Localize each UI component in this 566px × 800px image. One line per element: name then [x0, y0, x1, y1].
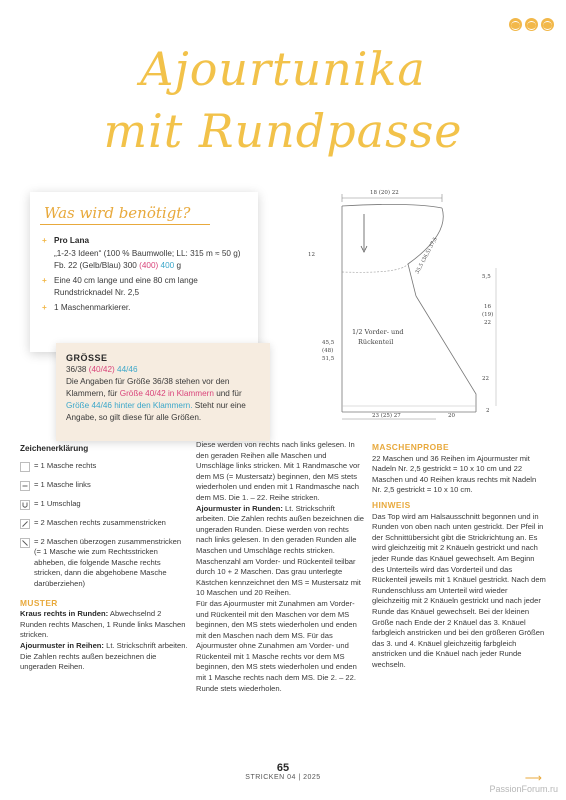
column-left: [20, 440, 188, 673]
size-small: 36/38: [66, 365, 87, 374]
dim-bottom-20: 20: [448, 413, 455, 419]
size-card: [56, 343, 270, 441]
dim-left-45-5: 45,5: [322, 340, 335, 346]
ajour-runden-label: Ajourmuster in Runden:: [196, 503, 283, 513]
muster-kraus: [20, 609, 188, 641]
side-seam: [416, 296, 476, 412]
hinweis-text: Das Top wird am Halsausschnitt begonnen und in Runden von oben nach unten gestrickt. Der Pfeil in der Schnittübersicht gibt die Strickrichtung an. Es wird gleichzeitig mit 2 Knäueln gestrickt und nach jeder Runde das Knäuel gewechselt. Am Beginn des Unterteils wird das Vorderteil und das Rückenteil jeweils mit 1 Knäuel gestrickt. Nach dem Rundenschluss am Unterteil wird wieder gleichzeitig mit 2 Knäueln gestrickt und nach jeder Runde das Knäuel gewechselt. Bei der kleinen Größe nach Ende der 2 Knäuel das 3. Knäuel farbgleich anstricken und bei den größeren Größen das 3. und 4. Knäuel gleichzeitig farbgleich anstricken und die Knäuel nach jeder Runde wechseln.: [372, 511, 546, 669]
muster-ajour-reihen-text: Lt. Strickschrift arbeiten. Die Zahlen rechts außen bezeichnen die ungeraden Reihen.: [20, 640, 188, 672]
k2tog-icon: [20, 519, 30, 529]
size-explanation: [66, 376, 260, 424]
size-text-part: Steht nur eine Angabe, so gilt diese für alle Größen.: [66, 401, 246, 422]
dim-bottom-width: 23 (25) 27: [372, 413, 401, 419]
page-number: 65: [276, 762, 290, 774]
size-text-medium: Größe 40/42 in Klammern: [119, 389, 214, 398]
dim-right-22: 22: [484, 320, 491, 326]
watermark: PassionForum.ru: [489, 784, 558, 794]
legend-item: [20, 537, 188, 590]
piece-label-line-1: 1/2 Vorder- und: [352, 328, 404, 336]
dim-yoke-depth: 12: [308, 252, 315, 258]
ajour-runden-text: Lt. Strickschrift arbeiten. Die Zahlen rechts außen bezeichnen die ungeraden Runden. Diese werden von rechts nach links gelesen. In den geraden Runden alle Maschen und Umschläge rechts stricken. Maschenzahl am Vorder- und Rückenteil teilbar durch 10 + 2 Maschen. Das grau unterlegte Kästchen kennzeichnet den MS = Mustersatz mit 10 Maschen und 20 Reihen.: [196, 503, 365, 598]
yarn-over-icon: [20, 500, 30, 510]
muster-heading: MUSTER: [20, 597, 58, 608]
legend-item: [20, 480, 188, 491]
size-text-part: und für: [216, 389, 242, 398]
knit-stitch-icon: [20, 462, 30, 472]
size-text-large: Größe 44/46 hinter den Klammern.: [66, 401, 193, 410]
maschenprobe-text: 22 Maschen und 36 Reihen im Ajourmuster mit Nadeln Nr. 2,5 gestrickt = 10 x 10 cm und 22 Maschen und 40 Reihen kraus rechts mit Nadeln Nr. 2,5 gestrickt = 10 x 10 cm.: [372, 453, 537, 495]
yarn-description: „1-2-3 Ideen“ (100 % Baumwolle; LL: 315 m ≈ 50 g) Fb. 22 (Gelb/Blau) 300: [54, 248, 241, 270]
garment-schematic: [300, 184, 540, 424]
yarn-unit: g: [176, 261, 182, 270]
legend-text: = 2 Maschen überzogen zusammenstricken (= 1 Masche wie zum Rechtsstricken abheben, die folgende Masche rechts stricken, dann die abgehobene Masche darüberziehen): [34, 536, 182, 588]
dim-right-22-lower: 22: [482, 376, 489, 382]
legend-text: = 1 Masche rechts: [34, 460, 97, 470]
col2-paragraph-1: Diese werden von rechts nach links gelesen. In den geraden Reihen alle Maschen und Umschläge links stricken. Mit 1 Randmasche vor dem MS (= Mustersatz) beginnen, den MS stets wiederholen und enden mit 1 Randmasche nach dem MS. Die 1. – 22. Reihe stricken.: [196, 440, 360, 502]
legend-item: [20, 499, 188, 510]
yarn-balls-icon: [509, 18, 554, 31]
page-title-line-1: Ajourtunika: [140, 42, 426, 96]
muster-ajour-reihen: [20, 641, 188, 673]
neckline: [342, 204, 442, 208]
size-medium: (40/42): [88, 365, 115, 374]
page-footer: [0, 762, 566, 781]
legend-text: = 2 Maschen rechts zusammenstricken: [34, 517, 166, 527]
material-item-yarn: [40, 235, 248, 273]
size-heading: GRÖSSE: [66, 353, 108, 363]
col2-paragraph-2: [196, 504, 364, 599]
dim-right-2: 2: [486, 408, 490, 414]
dim-right-5-5: 5,5: [482, 274, 491, 280]
legend-text: = 1 Masche links: [34, 479, 91, 489]
materials-list: [40, 235, 248, 314]
legend-text: = 1 Umschlag: [34, 498, 81, 508]
dim-left-48: (48): [322, 348, 334, 354]
yarn-ball-icon: [525, 18, 538, 31]
yarn-qty-large: 400: [160, 261, 175, 270]
yoke-curve: [342, 264, 408, 272]
muster-kraus-text: Abwechselnd 2 Runden rechts Maschen, 1 Runde links Maschen stricken.: [20, 609, 186, 640]
materials-heading: Was wird benötigt?: [44, 204, 191, 222]
muster-kraus-label: Kraus rechts in Runden:: [20, 609, 109, 619]
dim-right-19: (19): [482, 312, 494, 318]
yarn-ball-icon: [509, 18, 522, 31]
dim-yoke-diagonal: 35,5 (36,5) 37,5: [414, 236, 439, 275]
piece-label-line-2: Rückenteil: [358, 338, 394, 346]
yarn-brand: Pro Lana: [54, 236, 90, 245]
col2-paragraph-3: Für das Ajourmuster mit Zunahmen am Vorder- und Rückenteil mit den Maschen vor dem MS beginnen, den MS stets wiederholen und enden mit den Maschen nach dem MS. Für das Ajourmuster ohne Zunahmen am Vorder- und Rückenteil mit 1 Masche rechts vor dem MS beginnen, den MS stets wiederholen und enden mit 1 Masche rechts nach dem MS. Die 2. – 22. Runde stets wiederholen.: [196, 598, 357, 693]
dim-top-width: 18 (20) 22: [370, 190, 399, 196]
ssk-icon: [20, 538, 30, 548]
yarn-ball-icon: [541, 18, 554, 31]
heading-underline: [40, 224, 210, 225]
legend-heading: Zeichenerklärung: [20, 444, 89, 453]
page-title-line-2: mit Rundpasse: [103, 104, 463, 158]
purl-stitch-icon: [20, 481, 30, 491]
size-text-part: Die Angaben für Größe 36/38 stehen vor den Klammern, für: [66, 377, 230, 398]
size-large: 44/46: [117, 365, 138, 374]
column-right: [372, 440, 546, 670]
dim-right-16: 16: [484, 304, 491, 310]
muster-ajour-reihen-label: Ajourmuster in Reihen:: [20, 640, 104, 650]
materials-card: [30, 192, 258, 352]
yarn-qty-medium: (400): [139, 261, 159, 270]
dim-left-51-5: 51,5: [322, 356, 335, 362]
legend-item: [20, 518, 188, 529]
legend-item: [20, 461, 188, 472]
arrow-right-icon: ⟶: [524, 771, 542, 785]
magazine-issue: STRICKEN 04 | 2025: [245, 774, 321, 781]
column-middle: [196, 440, 364, 694]
material-item-marker: + 1 Maschenmarkierer.: [40, 302, 248, 315]
maschenprobe-heading: MASCHENPROBE: [372, 442, 449, 452]
material-item-needle: + Eine 40 cm lange und eine 80 cm lange Rundstricknadel Nr. 2,5: [40, 275, 248, 300]
size-values: [66, 364, 260, 376]
hinweis-heading: HINWEIS: [372, 499, 411, 510]
